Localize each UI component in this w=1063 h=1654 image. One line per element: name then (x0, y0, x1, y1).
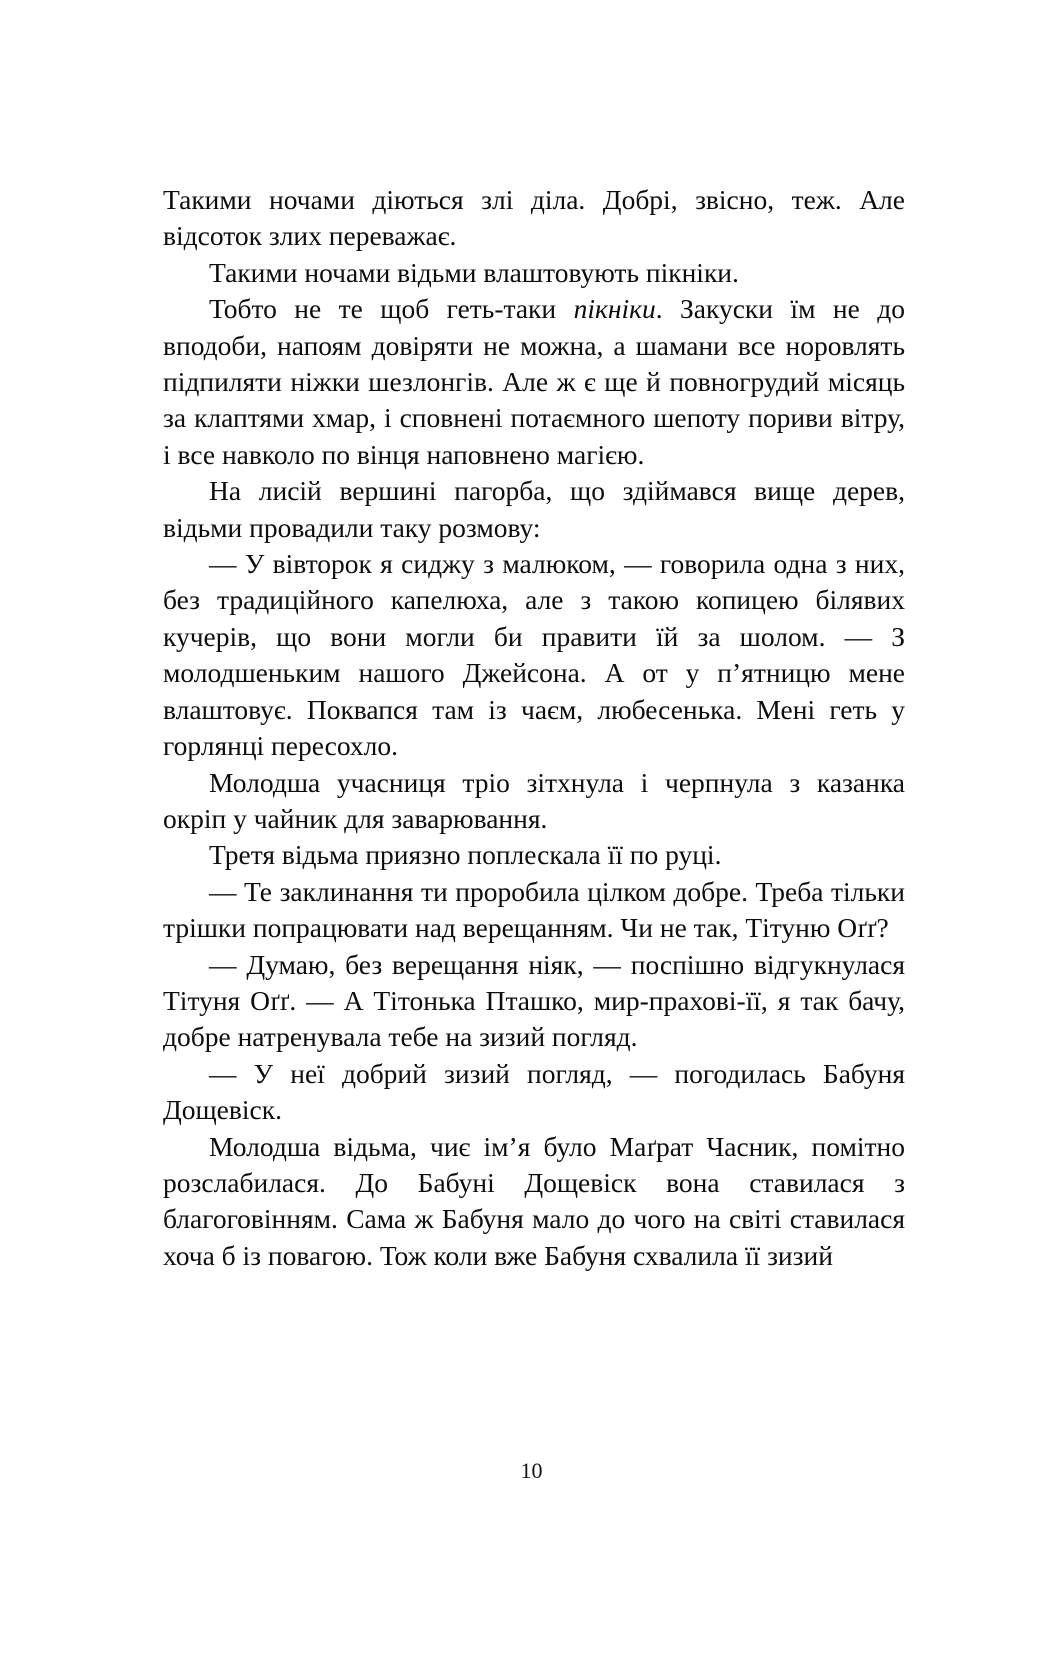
paragraph: — У неї добрий зизий погляд, — погодилась Бабуня Дощевіск. (163, 1057, 905, 1126)
paragraph: Третя відьма приязно поплескала її по руці. (209, 839, 722, 871)
paragraph: Тобто не те щоб геть-таки пікніки. Закуски їм не до вподоби, напоям довіряти не можна, а шамани все норовлять підпиляти ніжки шезлонгів. Але ж є ще й повногрудий місяць за клаптями хмар, і сповнені потаємного шепоту пориви вітру, і все навколо по вінця наповнено магією. (163, 293, 905, 470)
paragraph: Молодша відьма, чиє ім’я було Маґрат Часник, помітно розслабилася. До Бабуні Дощевіск вона ставилася з благоговінням. Сама ж Бабуня мало до чого на світі ставилася хоча б із повагою. Тож коли вже Бабуня схвалила її зизий (163, 1130, 905, 1271)
body-text-block (163, 182, 905, 1274)
paragraph: — У вівторок я сиджу з малюком, — говорила одна з них, без традиційного капелюха, але з такою копицею білявих кучерів, що вони могли би правити їй за шолом. — З молодшеньким нашого Джейсона. А от у п’ятницю мене влаштовує. Поквапся там із чаєм, любесенька. Мені геть у горлянці пересохло. (163, 548, 905, 762)
paragraph: Такими ночами відьми влаштовують пікніки. (209, 256, 739, 288)
paragraph: — Те заклинання ти проробила цілком добре. Треба тільки трішки попрацювати над верещанням. Чи не так, Тітуню Оґґ? (163, 875, 905, 944)
paragraph: На лисій вершині пагорба, що здіймався вище дерев, відьми провадили таку розмову: (163, 475, 905, 543)
paragraph: Молодша учасниця тріо зітхнула і черпнула з казанка окріп у чайник для заварювання. (163, 766, 905, 834)
page-number: 10 (520, 1458, 543, 1483)
paragraph: Такими ночами діються злі діла. Добрі, звісно, теж. Але відсоток злих переважає. (163, 184, 905, 252)
paragraph: — Думаю, без верещання ніяк, — поспішно відгукнулася Тітуня Оґґ. — А Тітонька Пташко, мир-прахові-її, я так бачу, добре натренувала тебе на зизий погляд. (163, 948, 905, 1053)
